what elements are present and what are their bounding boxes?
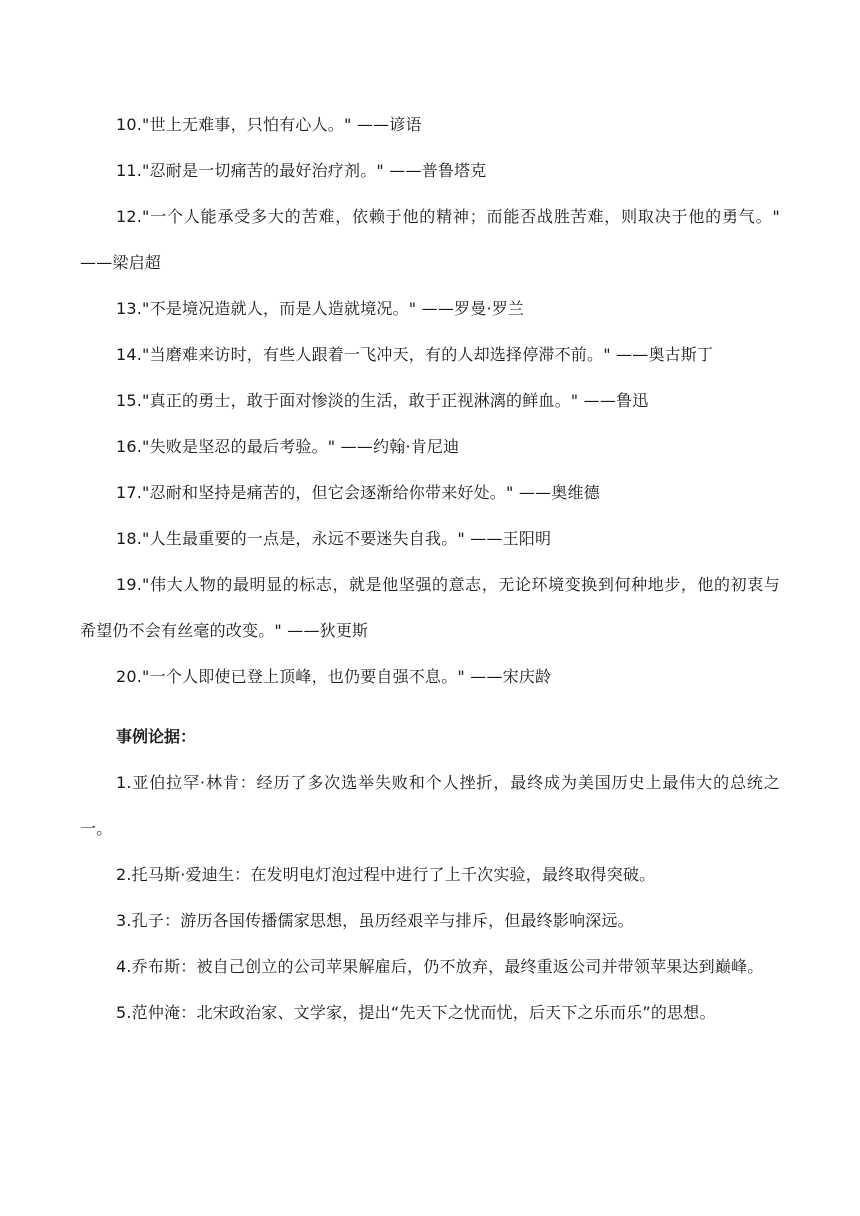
document-page [80, 102, 780, 1036]
quote-item: 12."一个人能承受多大的苦难，依赖于他的精神；而能否战胜苦难，则取决于他的勇气。" ——梁启超 [80, 207, 780, 272]
example-item: 3.孔子：游历各国传播儒家思想，虽历经艰辛与排斥，但最终影响深远。 [116, 911, 634, 930]
example-item: 2.托马斯·爱迪生：在发明电灯泡过程中进行了上千次实验，最终取得突破。 [116, 865, 656, 884]
quote-item: 13."不是境况造就人，而是人造就境况。" ——罗曼·罗兰 [116, 299, 525, 318]
quote-item: 16."失败是坚忍的最后考验。" ——约翰·肯尼迪 [116, 437, 460, 456]
example-item: 5.范仲淹：北宋政治家、文学家，提出“先天下之忧而忧，后天下之乐而乐”的思想。 [116, 1003, 716, 1022]
quote-item: 11."忍耐是一切痛苦的最好治疗剂。" ——普鲁塔克 [116, 161, 487, 180]
quote-item: 14."当磨难来访时，有些人跟着一飞冲天，有的人却选择停滞不前。" ——奥古斯丁 [116, 345, 714, 364]
quote-item: 19."伟大人物的最明显的标志，就是他坚强的意志，无论环境变换到何种地步，他的初衷与希望仍不会有丝毫的改变。" ——狄更斯 [80, 575, 780, 640]
quote-item: 15."真正的勇士，敢于面对惨淡的生活，敢于正视淋漓的鲜血。" ——鲁迅 [116, 391, 649, 410]
quote-item: 17."忍耐和坚持是痛苦的，但它会逐渐给你带来好处。" ——奥维德 [116, 483, 600, 502]
quote-item: 10."世上无难事，只怕有心人。" ——谚语 [116, 115, 422, 134]
examples-heading: 事例论据： [116, 727, 197, 746]
example-item: 1.亚伯拉罕·林肯：经历了多次选举失败和个人挫折，最终成为美国历史上最伟大的总统之一。 [80, 773, 780, 838]
quote-item: 18."人生最重要的一点是，永远不要迷失自我。" ——王阳明 [116, 529, 552, 548]
example-item: 4.乔布斯：被自己创立的公司苹果解雇后，仍不放弃，最终重返公司并带领苹果达到巅峰。 [116, 957, 764, 976]
quote-item: 20."一个人即使已登上顶峰，也仍要自强不息。" ——宋庆龄 [116, 667, 552, 686]
